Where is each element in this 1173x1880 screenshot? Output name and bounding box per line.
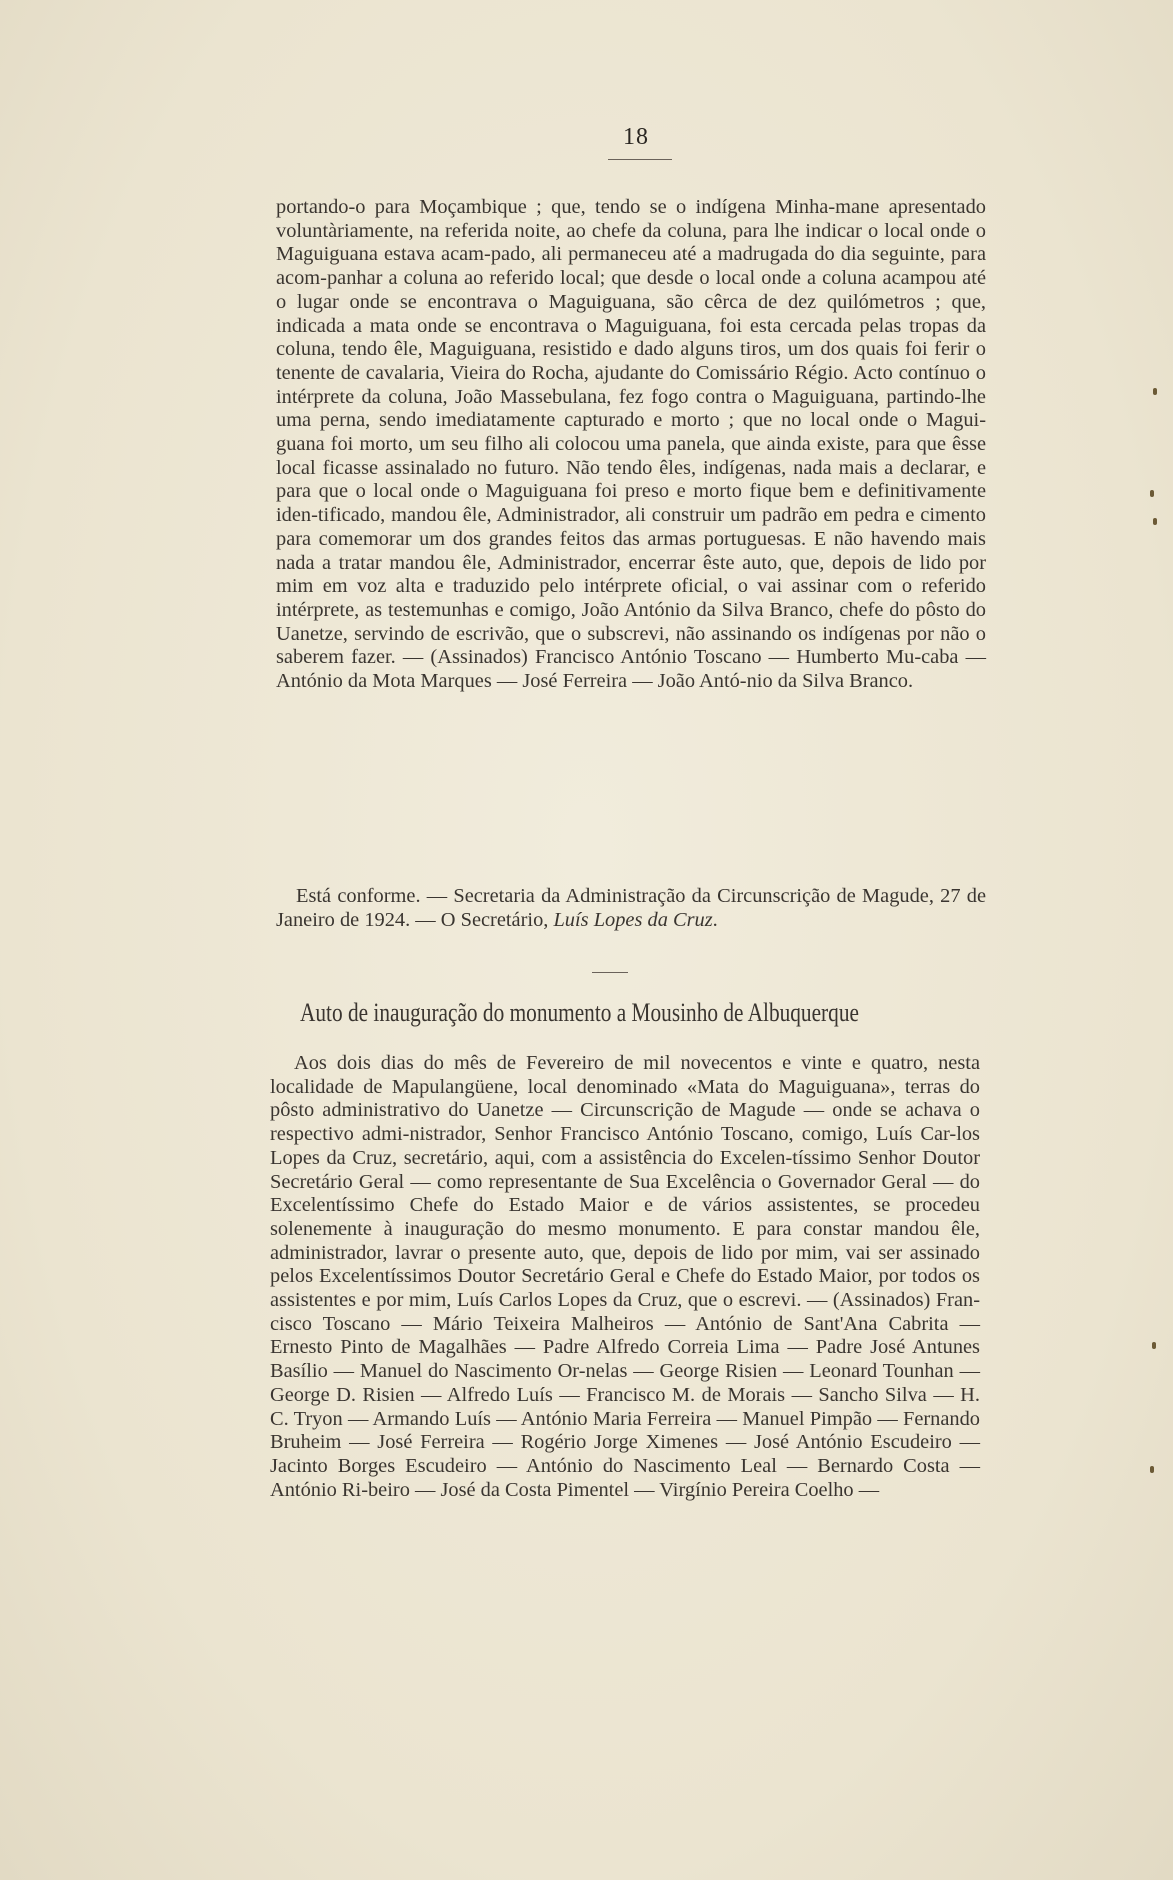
margin-mark	[1150, 1466, 1154, 1473]
body-paragraph-3: Aos dois dias do mês de Fevereiro de mil novecentos e vinte e quatro, nesta localidade de Mapulangüene, local denominado «Mata do Maguiguana», terras do pôsto administrativo do Uanetze — Circunscrição de Magude — onde se achava o respectivo admi-nistrador, Senhor Francisco António Toscano, comigo, Luís Car-los Lopes da Cruz, secretário, aqui, com a assistência do Excelen-tíssimo Senhor Doutor Secretário Geral — como representante de Sua Excelência o Governador Geral — do Excelentíssimo Chefe do Estado Maior e de vários assistentes, se procedeu solenemente à inauguração do mesmo monumento. E para constar mandou êle, administrador, lavrar o presente auto, que, depois de lido por mim, vai ser assinado pelos Excelentíssimos Doutor Secretário Geral e Chefe do Estado Maior, por todos os assistentes e por mim, Luís Carlos Lopes da Cruz, que o escrevi. — (Assinados) Fran-cisco Toscano — Mário Teixeira Malheiros — António de Sant'Ana Cabrita — Ernesto Pinto de Magalhães — Padre Alfredo Correia Lima — Padre José Antunes Basílio — Manuel do Nascimento Or-nelas — George Risien — Leonard Tounhan — George D. Risien — Alfredo Luís — Francisco M. de Morais — Sancho Silva — H. C. Tryon — Armando Luís — António Maria Ferreira — Manuel Pimpão — Fernando Bruheim — José Ferreira — Rogério Jorge Ximenes — José António Escudeiro — Jacinto Borges Escudeiro — António do Nascimento Leal — Bernardo Costa — António Ri-beiro — José da Costa Pimentel — Virgínio Pereira Coelho —	[270, 1052, 980, 1501]
margin-mark	[1152, 1342, 1156, 1349]
section-heading: Auto de inauguração do monumento a Mousinho de Albuquerque	[300, 998, 859, 1027]
page-number: 18	[623, 124, 649, 150]
margin-mark	[1150, 490, 1154, 497]
margin-mark	[1153, 518, 1157, 525]
margin-mark	[1153, 388, 1157, 395]
certification-text: Está conforme. — Secretaria da Administração da Circunscrição de Magude, 27 de Janeiro de 1924. — O Secretário,	[276, 885, 986, 931]
certification-paragraph	[276, 884, 986, 932]
body-paragraph-1: portando-o para Moçambique ; que, tendo se o indígena Minha-mane apresentado voluntàriamente, na referida noite, ao chefe da coluna, para lhe indicar o local onde o Maguiguana estava acam-pado, ali permaneceu até a madrugada do dia seguinte, para acom-panhar a coluna ao referido local; que desde o local onde a coluna acampou até o lugar onde se encontrava o Maguiguana, são cêrca de dez quilómetros ; que, indicada a mata onde se encontrava o Maguiguana, foi esta cercada pelas tropas da coluna, tendo êle, Maguiguana, resistido e dado alguns tiros, um dos quais foi ferir o tenente de cavalaria, Vieira do Rocha, ajudante do Comissário Régio. Acto contínuo o intérprete da coluna, João Massebulana, fez fogo contra o Maguiguana, partindo-lhe uma perna, sendo imediatamente capturado e morto ; que no local onde o Magui-guana foi morto, um seu filho ali colocou uma panela, que ainda existe, para que êsse local ficasse assinalado no futuro. Não tendo êles, indígenas, nada mais a declarar, e para que o local onde o Maguiguana foi preso e morto fique bem e definitivamente iden-tificado, mandou êle, Administrador, ali construir um padrão em pedra e cimento para comemorar um dos grandes feitos das armas portuguesas. E não havendo mais nada a tratar mandou êle, Administrador, encerrar êste auto, que, depois de lido por mim em voz alta e traduzido pelo intérprete oficial, o vai assinar com o referido intérprete, as testemunhas e comigo, João António da Silva Branco, chefe do pôsto do Uanetze, servindo de escrivão, que o subscrevi, não assinando os indígenas por não o saberem fazer. — (Assinados) Francisco António Toscano — Humberto Mu-caba — António da Mota Marques — José Ferreira — João Antó-nio da Silva Branco.	[276, 196, 986, 693]
section-separator	[592, 972, 628, 973]
certification-end: .	[712, 909, 718, 931]
secretary-signature: Luís Lopes da Cruz	[553, 909, 713, 931]
page-number-rule	[608, 159, 672, 160]
